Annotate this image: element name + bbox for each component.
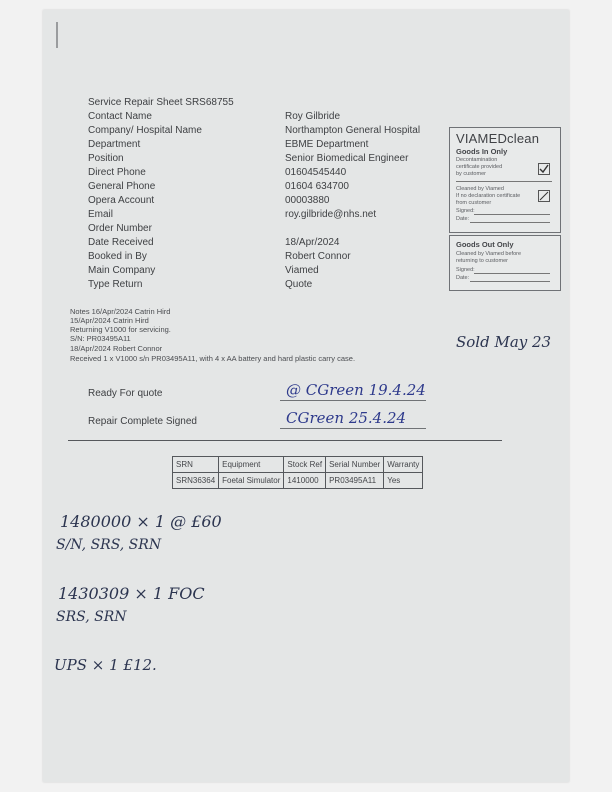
table-row bbox=[173, 473, 423, 489]
table-cell-stock-ref: 1410000 bbox=[284, 473, 326, 489]
field-label-main-company: Main Company bbox=[88, 265, 156, 276]
notes-line-3: Returning V1000 for servicing. bbox=[70, 325, 171, 334]
table-cell-warranty: Yes bbox=[384, 473, 423, 489]
table-header-row bbox=[173, 457, 423, 473]
handwritten-line-1: 1480000 × 1 @ £60 bbox=[60, 512, 222, 531]
goods-out-line1: Cleaned by Viamed before bbox=[456, 251, 522, 257]
ready-for-quote-signature: @ CGreen 19.4.24 bbox=[286, 381, 426, 399]
field-label-booked-in-by: Booked in By bbox=[88, 251, 147, 262]
field-label-order-number: Order Number bbox=[88, 223, 152, 234]
ready-for-quote-line bbox=[280, 400, 426, 401]
field-label-opera-account: Opera Account bbox=[88, 195, 155, 206]
notes-line-5: 18/Apr/2024 Robert Connor bbox=[70, 344, 163, 353]
slash-mark-icon bbox=[539, 191, 549, 201]
field-label-position: Position bbox=[88, 153, 124, 164]
checkmark-icon bbox=[539, 164, 549, 174]
field-label-direct-phone: Direct Phone bbox=[88, 167, 146, 178]
goods-out-date-label: Date: bbox=[456, 275, 470, 281]
equipment-table bbox=[172, 456, 423, 489]
table-cell-srn: SRN36364 bbox=[173, 473, 219, 489]
field-value-main-company: Viamed bbox=[285, 265, 319, 276]
field-value-department: EBME Department bbox=[285, 139, 369, 150]
field-value-date-received: 18/Apr/2024 bbox=[285, 237, 340, 248]
table-header-equipment: Equipment bbox=[219, 457, 284, 473]
notes-line-4: S/N: PR03495A11 bbox=[70, 334, 131, 343]
sheet-title: Service Repair Sheet SRS68755 bbox=[88, 97, 234, 108]
notes-line-2: 15/Apr/2024 Catrin Hird bbox=[70, 316, 149, 325]
field-value-direct-phone: 01604545440 bbox=[285, 167, 347, 178]
field-label-contact-name: Contact Name bbox=[88, 111, 152, 122]
goods-in-line1: Decontamination bbox=[456, 157, 498, 163]
field-value-booked-in-by: Robert Connor bbox=[285, 251, 351, 262]
field-label-date-received: Date Received bbox=[88, 237, 154, 248]
goods-in-heading: Goods In Only bbox=[456, 147, 508, 156]
cleaned-by-viamed-checkbox[interactable] bbox=[538, 190, 550, 202]
handwritten-line-3: 1430309 × 1 FOC bbox=[58, 584, 205, 603]
field-label-department: Department bbox=[88, 139, 141, 150]
field-label-company: Company/ Hospital Name bbox=[88, 125, 202, 136]
table-header-serial-number: Serial Number bbox=[326, 457, 384, 473]
repair-complete-label: Repair Complete Signed bbox=[88, 416, 197, 427]
table-cell-serial-number: PR03495A11 bbox=[326, 473, 384, 489]
field-value-opera-account: 00003880 bbox=[285, 195, 330, 206]
table-header-stock-ref: Stock Ref bbox=[284, 457, 326, 473]
table-cell-equipment: Foetal Simulator bbox=[219, 473, 284, 489]
field-value-email: roy.gilbride@nhs.net bbox=[285, 209, 377, 220]
table-header-srn: SRN bbox=[173, 457, 219, 473]
handwritten-line-4: SRS, SRN bbox=[56, 609, 127, 625]
notes-line-1: Notes 16/Apr/2024 Catrin Hird bbox=[70, 307, 171, 316]
repair-complete-line bbox=[280, 428, 426, 429]
goods-out-heading: Goods Out Only bbox=[456, 240, 514, 249]
repair-complete-signature: CGreen 25.4.24 bbox=[286, 409, 407, 427]
handwritten-line-5: UPS × 1 £12. bbox=[54, 656, 157, 674]
goods-in-cleaned3: from customer bbox=[456, 200, 492, 206]
goods-in-cleaned2: If no declaration certificate bbox=[456, 193, 521, 199]
goods-in-cleaned1: Cleaned by Viamed bbox=[456, 186, 504, 192]
viamed-brand-logo: VIAMEDclean bbox=[456, 131, 540, 146]
goods-out-line2: returning to customer bbox=[456, 258, 508, 264]
goods-in-line2: certificate provided bbox=[456, 164, 503, 170]
notes-line-6: Received 1 x V1000 s/n PR03495A11, with 4 x AA battery and hard plastic carry case. bbox=[70, 354, 356, 363]
field-label-email: Email bbox=[88, 209, 114, 220]
goods-in-date-label: Date: bbox=[456, 216, 470, 222]
goods-in-line3: by customer bbox=[456, 171, 486, 177]
field-label-type-return: Type Return bbox=[88, 279, 143, 290]
decon-certificate-checkbox[interactable] bbox=[538, 163, 550, 175]
goods-out-signed-line bbox=[474, 273, 550, 274]
field-value-contact-name: Roy Gilbride bbox=[285, 111, 341, 122]
field-label-general-phone: General Phone bbox=[88, 181, 156, 192]
ready-for-quote-label: Ready For quote bbox=[88, 388, 163, 399]
goods-in-signed-label: Signed: bbox=[456, 208, 475, 214]
sold-handwritten-note: Sold May 23 bbox=[456, 333, 552, 351]
field-value-company: Northampton General Hospital bbox=[285, 125, 421, 136]
field-value-general-phone: 01604 634700 bbox=[285, 181, 349, 192]
section-divider bbox=[68, 440, 502, 441]
goods-in-divider bbox=[456, 181, 552, 182]
goods-in-date-line bbox=[470, 222, 550, 223]
handwritten-line-2: S/N, SRS, SRN bbox=[56, 537, 162, 553]
goods-out-signed-label: Signed: bbox=[456, 267, 475, 273]
table-header-warranty: Warranty bbox=[384, 457, 423, 473]
field-value-type-return: Quote bbox=[285, 279, 313, 290]
goods-out-date-line bbox=[470, 281, 550, 282]
goods-in-signed-line bbox=[474, 214, 550, 215]
field-value-position: Senior Biomedical Engineer bbox=[285, 153, 409, 164]
staple-mark bbox=[56, 22, 58, 48]
